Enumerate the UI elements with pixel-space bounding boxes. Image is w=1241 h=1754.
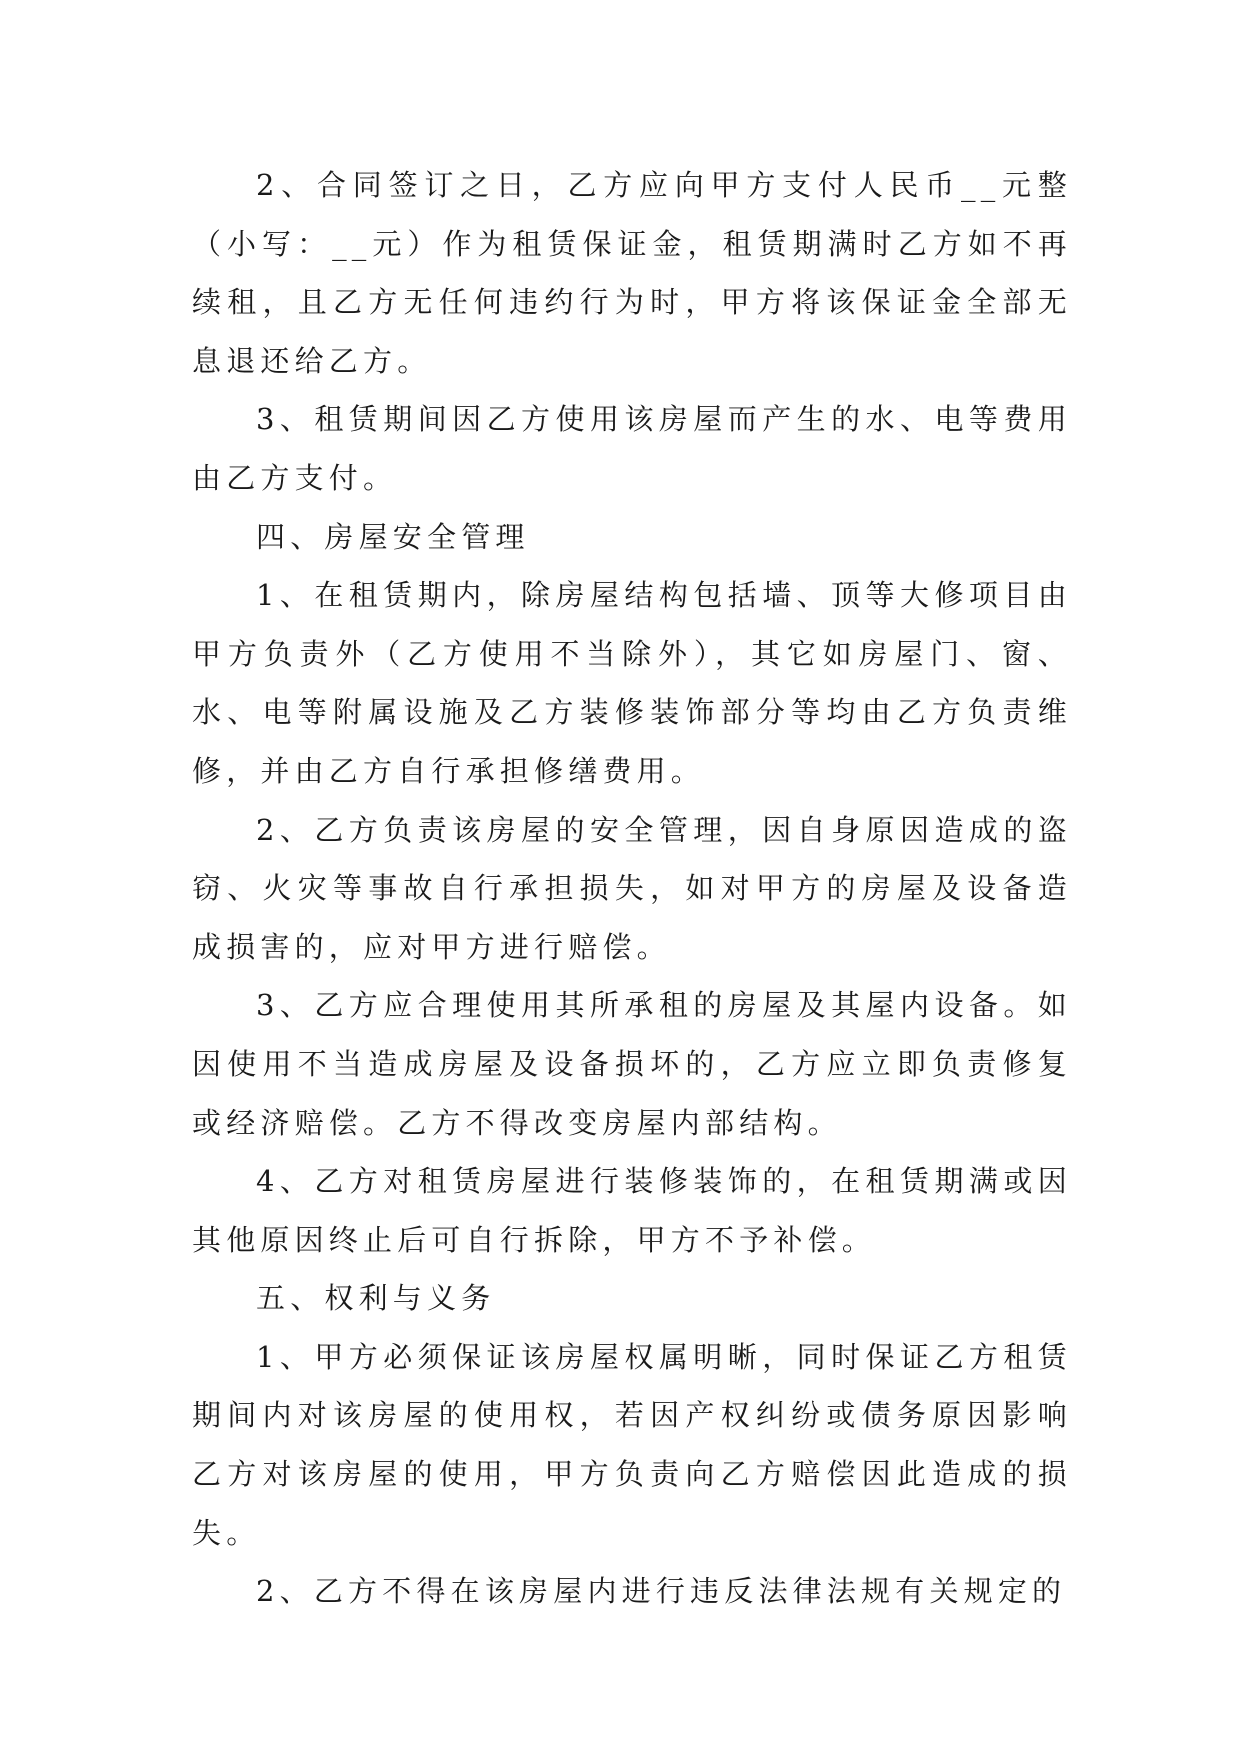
section-heading-safety: 四、房屋安全管理: [256, 519, 530, 554]
section-heading-rights: 五、权利与义务: [256, 1281, 496, 1316]
document-body: [192, 156, 1072, 1621]
paragraph-decoration: 4、乙方对租赁房屋进行装修装饰的，在租赁期满或因其他原因终止后可自行拆除，甲方不予补偿。: [192, 1164, 1072, 1257]
paragraph-proper-use: 3、乙方应合理使用其所承租的房屋及其屋内设备。如因使用不当造成房屋及设备损坏的，乙方应立即负责修复或经济赔偿。乙方不得改变房屋内部结构。: [192, 988, 1072, 1140]
paragraph-landlord-guarantee: 1、甲方必须保证该房屋权属明晰，同时保证乙方租赁期间内对该房屋的使用权，若因产权纠纷或债务原因影响乙方对该房屋的使用，甲方负责向乙方赔偿因此造成的损失。: [192, 1339, 1072, 1550]
paragraph-tenant-restrictions: 2、乙方不得在该房屋内进行违反法律法规有关规定的: [256, 1574, 1067, 1609]
paragraph-utilities: 3、租赁期间因乙方使用该房屋而产生的水、电等费用由乙方支付。: [192, 402, 1072, 495]
paragraph-deposit: 2、合同签订之日，乙方应向甲方支付人民币__元整（小写：__元）作为租赁保证金，租赁期满时乙方如不再续租，且乙方无任何违约行为时，甲方将该保证金全部无息退还给乙方。: [192, 168, 1072, 378]
paragraph-maintenance: 1、在租赁期内，除房屋结构包括墙、顶等大修项目由甲方负责外（乙方使用不当除外），其它如房屋门、窗、水、电等附属设施及乙方装修装饰部分等均由乙方负责维修，并由乙方自行承担修缮费用。: [192, 578, 1072, 788]
paragraph-security-management: 2、乙方负责该房屋的安全管理，因自身原因造成的盗窃、火灾等事故自行承担损失，如对甲方的房屋及设备造成损害的，应对甲方进行赔偿。: [192, 812, 1072, 964]
